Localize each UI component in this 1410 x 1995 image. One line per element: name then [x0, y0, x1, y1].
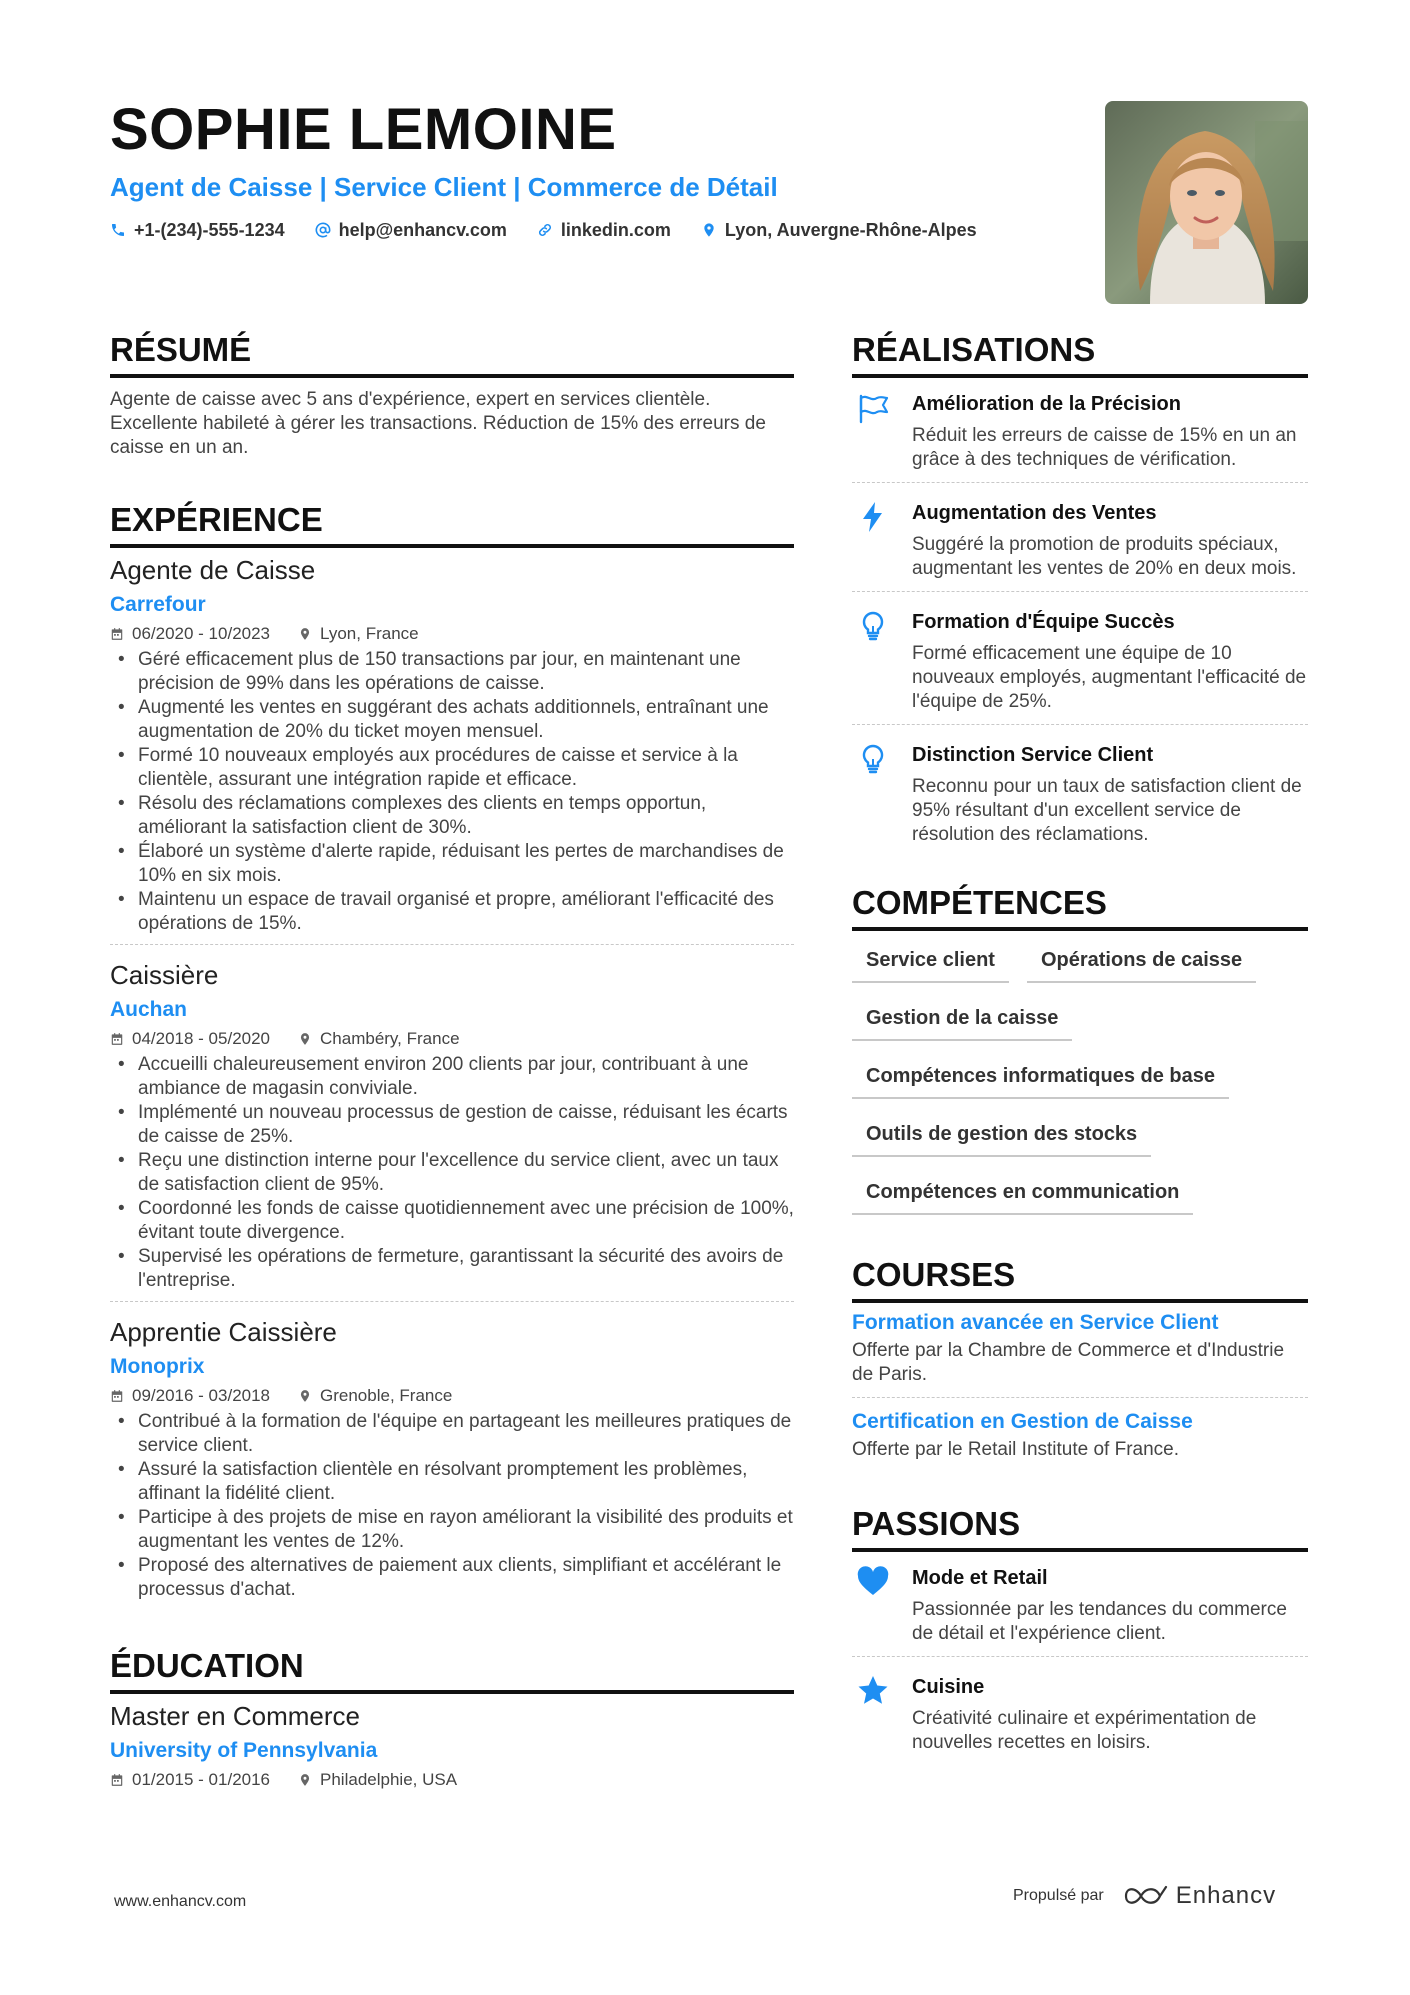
- education-dates-text: 01/2015 - 01/2016: [132, 1770, 271, 1789]
- profile-photo: [1105, 101, 1308, 304]
- education-meta: [110, 1768, 794, 1792]
- achievement-desc: Reconnu pour un taux de satisfaction client de 95% résultant d'un excellent service de résolution des réclamations.: [912, 776, 1302, 845]
- achievement-icon-wrap: [852, 608, 894, 714]
- bullet-item: • Participe à des projets de mise en rayon améliorant la visibilité des produits et augmentant les ventes de 12%.: [110, 1506, 794, 1554]
- skills-list: [852, 941, 1308, 1215]
- location-pin-icon: [701, 222, 717, 238]
- job-dates: [110, 1027, 270, 1051]
- resume-header: [110, 96, 1070, 242]
- passion-body: [912, 1673, 1308, 1755]
- email-text: help@enhancv.com: [338, 220, 507, 240]
- bullet-item: • Augmenté les ventes en suggérant des achats additionnels, entraînant une augmentation de 20% du ticket moyen mensuel.: [110, 696, 794, 744]
- achievement-title: Formation d'Équipe Succès: [912, 611, 1175, 633]
- bullet-item: • Élaboré un système d'alerte rapide, réduisant les pertes de marchandises de 10% en six mois.: [110, 840, 794, 888]
- bullet-item: • Accueilli chaleureusement environ 200 clients par jour, contribuant à une ambiance de magasin conviviale.: [110, 1053, 794, 1101]
- achievement-item: [852, 384, 1308, 483]
- job-meta: [110, 1384, 794, 1408]
- education-dates: [110, 1768, 270, 1792]
- course-item: [852, 1408, 1308, 1472]
- job-entry: [110, 552, 794, 945]
- job-company: Monoprix: [110, 1355, 205, 1378]
- achievements-section: [852, 328, 1308, 857]
- job-company: Auchan: [110, 998, 188, 1021]
- achievement-icon-wrap: [852, 390, 894, 472]
- education-location: [298, 1768, 457, 1792]
- phone-icon: [110, 222, 126, 238]
- passion-body: [912, 1564, 1308, 1646]
- job-entry: [110, 957, 794, 1302]
- achievement-desc: Formé efficacement une équipe de 10 nouveaux employés, augmentant l'efficacité de l'équipe de 25%.: [912, 643, 1307, 712]
- achievement-title: Augmentation des Ventes: [912, 502, 1157, 524]
- course-title: Formation avancée en Service Client: [852, 1311, 1219, 1334]
- course-item: [852, 1309, 1308, 1398]
- bullet-item: • Reçu une distinction interne pour l'excellence du service client, avec un taux de satisfaction client de 95%.: [110, 1149, 794, 1197]
- link-icon: [537, 222, 553, 238]
- location-pin-icon: [298, 627, 312, 641]
- job-entry: [110, 1314, 794, 1610]
- brand-name: Enhancv: [1175, 1882, 1277, 1909]
- skills-heading: COMPÉTENCES: [852, 881, 1308, 931]
- contact-linkedin[interactable]: [537, 218, 671, 242]
- course-desc: Offerte par la Chambre de Commerce et d'Industrie de Paris.: [852, 1340, 1285, 1385]
- bullet-item: • Assuré la satisfaction clientèle en résolvant promptement les problèmes, affinant la fidélité client.: [110, 1458, 794, 1506]
- passion-item: [852, 1667, 1308, 1765]
- left-column: [110, 328, 794, 1832]
- achievement-item: [852, 493, 1308, 592]
- education-section: [110, 1644, 794, 1792]
- passion-item: [852, 1558, 1308, 1657]
- experience-section: [110, 498, 794, 1610]
- job-dates-text: 04/2018 - 05/2020: [132, 1029, 271, 1048]
- enhancv-logo-icon: [1122, 1883, 1168, 1909]
- skill-tag: Outils de gestion des stocks: [852, 1115, 1151, 1157]
- job-role: Agente de Caisse: [110, 555, 316, 585]
- achievement-icon-wrap: [852, 741, 894, 847]
- job-bullets: [110, 1053, 794, 1293]
- achievement-body: [912, 741, 1308, 847]
- bullet-item: • Maintenu un espace de travail organisé et propre, améliorant l'efficacité des opérations de 15%.: [110, 888, 794, 936]
- portrait-image: [1105, 101, 1308, 304]
- passions-heading: PASSIONS: [852, 1502, 1308, 1552]
- experience-heading: EXPÉRIENCE: [110, 498, 794, 548]
- skill-tag: Compétences informatiques de base: [852, 1057, 1229, 1099]
- bullet-item: • Coordonné les fonds de caisse quotidiennement avec une précision de 100%, évitant toute divergence.: [110, 1197, 794, 1245]
- job-dates: [110, 1384, 270, 1408]
- contact-email[interactable]: [315, 218, 507, 242]
- achievement-item: [852, 602, 1308, 725]
- skill-tag: Service client: [852, 941, 1009, 983]
- job-location: [298, 622, 419, 646]
- courses-heading: COURSES: [852, 1253, 1308, 1303]
- job-location: [298, 1384, 452, 1408]
- job-role: Caissière: [110, 960, 219, 990]
- lightbulb-icon: [857, 743, 889, 775]
- achievement-body: [912, 608, 1308, 714]
- lightbulb-icon: [857, 610, 889, 642]
- passion-desc: Créativité culinaire et expérimentation de nouvelles recettes en loisirs.: [912, 1708, 1257, 1753]
- location-pin-icon: [298, 1389, 312, 1403]
- skill-tag: Gestion de la caisse: [852, 999, 1072, 1041]
- job-company: Carrefour: [110, 593, 206, 616]
- bullet-item: • Géré efficacement plus de 150 transactions par jour, en maintenant une précision de 99% dans les opérations de caisse.: [110, 648, 794, 696]
- job-meta: [110, 622, 794, 646]
- heart-icon: [857, 1566, 889, 1598]
- achievement-title: Amélioration de la Précision: [912, 393, 1181, 415]
- star-icon: [857, 1675, 889, 1707]
- job-location-text: Chambéry, France: [320, 1029, 460, 1048]
- passion-title: Mode et Retail: [912, 1567, 1048, 1589]
- right-column: [852, 328, 1308, 1805]
- education-heading: ÉDUCATION: [110, 1644, 794, 1694]
- footer-branding: [1013, 1882, 1276, 1910]
- location-pin-icon: [298, 1032, 312, 1046]
- passion-icon-wrap: [852, 1673, 894, 1755]
- job-meta: [110, 1027, 794, 1051]
- passion-title: Cuisine: [912, 1676, 985, 1698]
- job-bullets: [110, 648, 794, 936]
- job-location: [298, 1027, 460, 1051]
- footer-website[interactable]: www.enhancv.com: [114, 1893, 247, 1910]
- candidate-name: SOPHIE LEMOINE: [110, 97, 617, 162]
- powered-by-label: Propulsé par: [1013, 1887, 1104, 1904]
- calendar-icon: [110, 1032, 124, 1046]
- calendar-icon: [110, 1773, 124, 1787]
- achievement-body: [912, 390, 1308, 472]
- summary-heading: RÉSUMÉ: [110, 328, 794, 378]
- passion-desc: Passionnée par les tendances du commerce de détail et l'expérience client.: [912, 1599, 1287, 1644]
- bullet-item: • Résolu des réclamations complexes des clients en temps opportun, améliorant la satisfaction client de 30%.: [110, 792, 794, 840]
- passion-icon-wrap: [852, 1564, 894, 1646]
- bullet-item: • Proposé des alternatives de paiement aux clients, simplifiant et accélérant le processus d'achat.: [110, 1554, 794, 1602]
- job-location-text: Grenoble, France: [320, 1386, 453, 1405]
- contact-location: [701, 218, 977, 242]
- bullet-item: • Supervisé les opérations de fermeture, garantissant la sécurité des avoirs de l'entreprise.: [110, 1245, 794, 1293]
- brand-logo[interactable]: [1122, 1882, 1276, 1910]
- phone-text: +1-(234)-555-1234: [134, 220, 285, 240]
- contact-phone[interactable]: [110, 218, 285, 242]
- bullet-item: • Formé 10 nouveaux employés aux procédures de caisse et service à la clientèle, assurant une intégration rapide et efficace.: [110, 744, 794, 792]
- courses-section: [852, 1253, 1308, 1472]
- job-dates: [110, 622, 270, 646]
- job-bullets: [110, 1410, 794, 1602]
- summary-text: Agente de caisse avec 5 ans d'expérience, expert en services clientèle. Excellente habileté à gérer les transactions. Réduction de 15% des erreurs de caisse en un an.: [110, 389, 766, 458]
- education-degree: Master en Commerce: [110, 1701, 360, 1731]
- skills-section: [852, 881, 1308, 1215]
- course-desc: Offerte par le Retail Institute of France.: [852, 1439, 1180, 1460]
- at-icon: [315, 222, 331, 238]
- skill-tag: Compétences en communication: [852, 1173, 1193, 1215]
- location-text: Lyon, Auvergne-Rhône-Alpes: [724, 220, 977, 240]
- achievement-item: [852, 735, 1308, 857]
- bullet-item: • Contribué à la formation de l'équipe en partageant les meilleures pratiques de service client.: [110, 1410, 794, 1458]
- contact-row: [110, 218, 1070, 242]
- job-dates-text: 09/2016 - 03/2018: [132, 1386, 271, 1405]
- bullet-item: • Implémenté un nouveau processus de gestion de caisse, réduisant les écarts de caisse de 25%.: [110, 1101, 794, 1149]
- achievement-body: [912, 499, 1308, 581]
- achievement-desc: Suggéré la promotion de produits spéciaux, augmentant les ventes de 20% en deux mois.: [912, 534, 1297, 579]
- education-school: University of Pennsylvania: [110, 1739, 378, 1762]
- calendar-icon: [110, 1389, 124, 1403]
- calendar-icon: [110, 627, 124, 641]
- skill-tag: Opérations de caisse: [1027, 941, 1256, 983]
- passions-section: [852, 1502, 1308, 1765]
- achievement-desc: Réduit les erreurs de caisse de 15% en un an grâce à des techniques de vérification.: [912, 425, 1297, 470]
- education-location-text: Philadelphie, USA: [320, 1770, 458, 1789]
- job-location-text: Lyon, France: [320, 624, 419, 643]
- summary-section: [110, 328, 794, 460]
- achievement-title: Distinction Service Client: [912, 744, 1154, 766]
- flag-icon: [857, 392, 889, 424]
- location-pin-icon: [298, 1773, 312, 1787]
- achievements-heading: RÉALISATIONS: [852, 328, 1308, 378]
- job-role: Apprentie Caissière: [110, 1317, 337, 1347]
- lightning-icon: [857, 501, 889, 533]
- linkedin-text: linkedin.com: [560, 220, 671, 240]
- job-dates-text: 06/2020 - 10/2023: [132, 624, 271, 643]
- course-title: Certification en Gestion de Caisse: [852, 1410, 1193, 1433]
- candidate-headline: Agent de Caisse | Service Client | Commerce de Détail: [110, 172, 778, 202]
- achievement-icon-wrap: [852, 499, 894, 581]
